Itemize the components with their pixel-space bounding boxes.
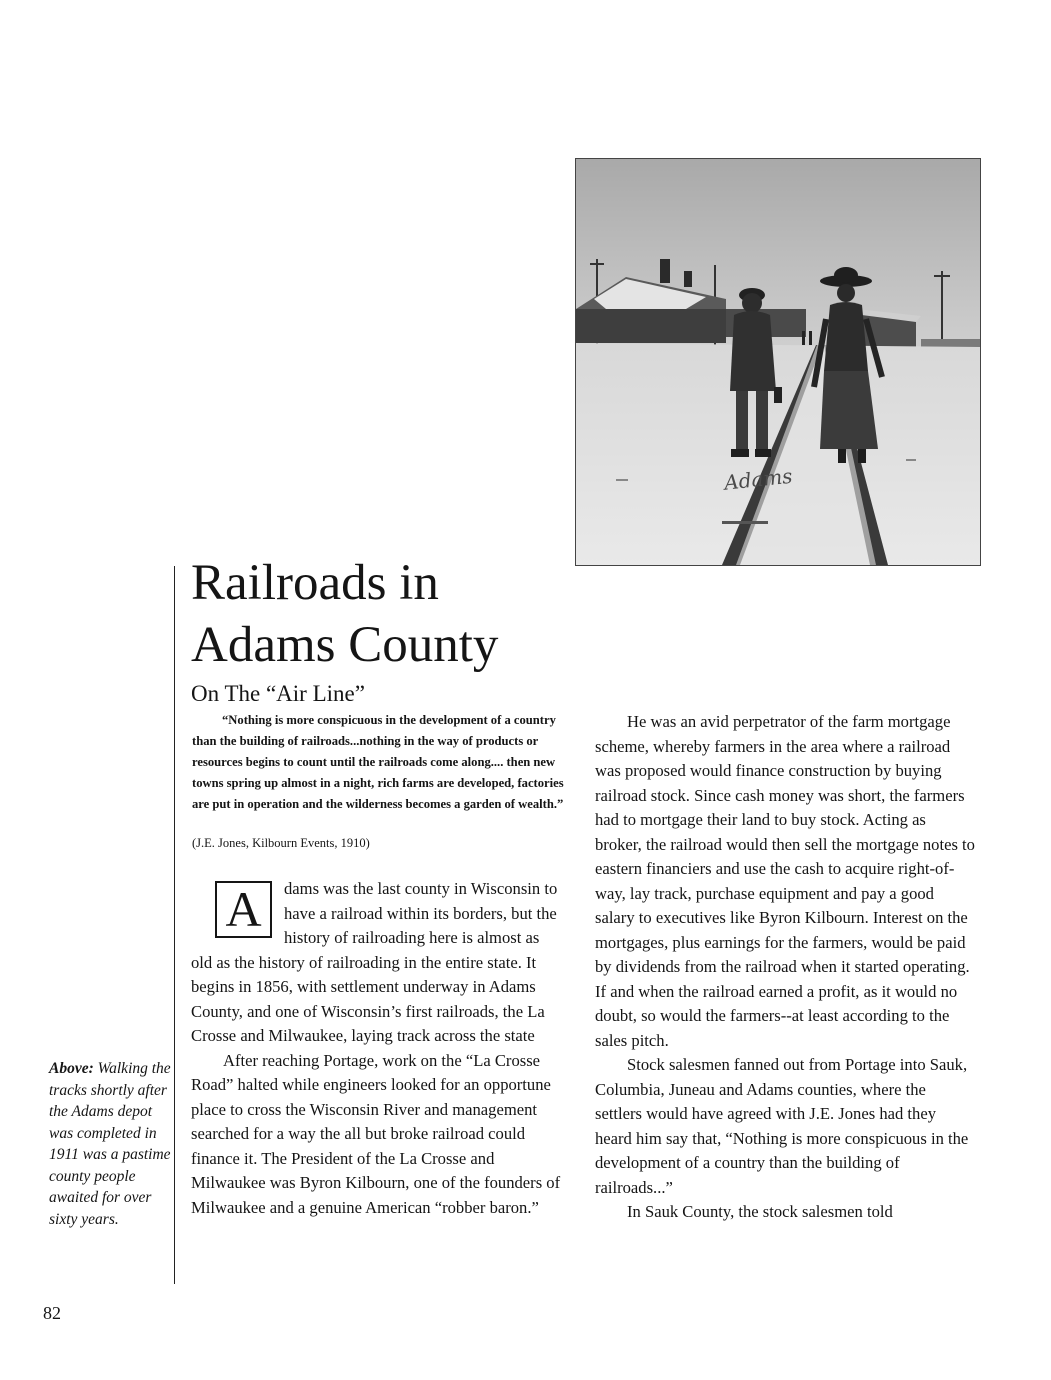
photo-caption [49, 1058, 172, 1230]
paragraph: After reaching Portage, work on the “La Crosse Road” halted while engineers looked for an opportune place to cross the Wisconsin River and management searched for a way the all but broke railroad could finance it. The President of the La Crosse and Milwaukee was Byron Kilbourn, one of the founders of Milwaukee and a genuine American “robber baron.” [191, 1050, 561, 1217]
photo-illustration [576, 159, 980, 565]
paragraph: Stock salesmen fanned out from Portage into Sauk, Columbia, Juneau and Adams counties, where the settlers would have agreed with J.E. Jones had they heard him say that, “Nothing is more conspicuous in the development of a country than the building of railroads...” [595, 1055, 969, 1197]
drop-cap: A [215, 881, 272, 938]
paragraph: He was an avid perpetrator of the farm mortgage scheme, whereby farmers in the area where a railroad was proposed would finance construction by buying railroad stock. Since cash money was short, the farmers had to mortgage their land to buy stock. Acting as broker, the railroad would then sell the mortgage notes to eastern financiers and use the cash to acquire right-of-way, lay track, purchase equipment and pay a good salary to executives like Byron Kilbourn. Interest on the mortgages, plus earnings for the farmers, would be paid by dividends from the railroad when it started operating. If and when the railroad earned a profit, as it would no doubt, so would the farmers--at least according to the sales pitch. [595, 712, 975, 1050]
page-title [191, 552, 571, 676]
railroad-photo [575, 158, 981, 566]
quote-source: (J.E. Jones, Kilbourn Events, 1910) [192, 836, 370, 850]
pull-quote [192, 710, 564, 815]
right-column [595, 710, 975, 1225]
page-subtitle: On The “Air Line” [191, 681, 365, 706]
title-line-1: Railroads in [191, 555, 439, 611]
vertical-divider [174, 566, 175, 1284]
caption-lead: Above: [49, 1060, 94, 1077]
paragraph [191, 877, 563, 1049]
left-column [191, 877, 563, 1220]
page-number: 82 [43, 1303, 61, 1323]
paragraph: In Sauk County, the stock salesmen told [627, 1202, 893, 1221]
photo-signature: Adams [722, 463, 794, 495]
paragraph-text: dams was the last county in Wisconsin to have a railroad within its borders, but the history of railroading here is almost as old as the history of railroading in the entire state. It begins in 1856, with settlement underway in Adams County, and one of Wisconsin’s first railroads, the La Crosse and Milwaukee, laying track across the state [191, 879, 558, 1045]
pull-quote-text: “Nothing is more conspicuous in the development of a country than the building of railroads...nothing in the way of products or resources begins to count until the railroads come along.... then new towns spring up almost in a night, rich farms are developed, factories are put in operation and the wilderness becomes a garden of wealth.” [192, 713, 564, 811]
title-line-2: Adams County [191, 617, 499, 673]
caption-text: Walking the tracks shortly after the Adams depot was completed in 1911 was a pastime county people awaited for over sixty years. [49, 1060, 171, 1228]
